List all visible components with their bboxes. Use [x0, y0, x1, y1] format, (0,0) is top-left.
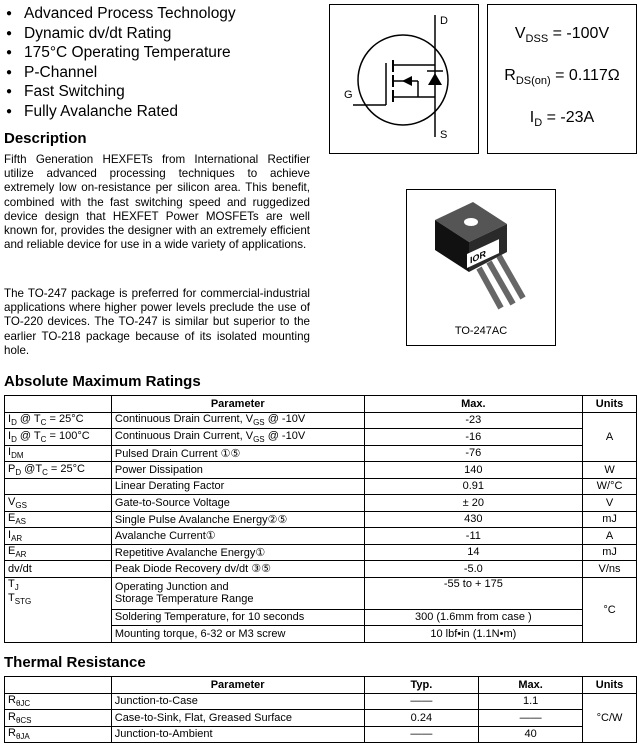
table-row: $I_{DM}$ Pulsed Drain Current ①⑤ -76 [5, 445, 637, 462]
table-row: Soldering Temperature, for 10 seconds 300 (1.6mm from case ) [5, 609, 637, 626]
table-row: Linear Derating Factor 0.91 W/°C [5, 478, 637, 495]
table-row: $V_{GS}$ Gate-to-Source Voltage ± 20 V [5, 495, 637, 512]
feature-item: ● Dynamic dv/dt Rating [6, 24, 236, 44]
units-header: Units [583, 396, 637, 413]
table-header-row [5, 396, 637, 413]
table-row: $E_{AR}$ Repetitive Avalanche Energy① 14 mJ [5, 544, 637, 561]
description-paragraph-1: Fifth Generation HEXFETs from International Rectifier utilize advanced processing techniques to achieve extremely low on-resistance per silicon area. This benefit, combined with the fast switching speed and ruggedized device design that HEXFET Power MOSFETs are well known for, provides the designer with an extremely efficient and reliable device for use in a wide variety of applications. [4, 153, 310, 252]
max-header: Max. [364, 396, 582, 413]
package-box [406, 189, 556, 346]
feature-item: ● P-Channel [6, 63, 236, 83]
parameter-header: Parameter [111, 396, 364, 413]
key-specs-box [487, 4, 637, 154]
description-paragraph-2: The TO-247 package is preferred for commercial-industrial applications where higher power levels preclude the use of TO-220 devices. The TO-247 is similar but superior to the earlier TO-218 package because of its isolated mounting hole. [4, 287, 310, 357]
abs-max-table [4, 395, 637, 643]
table-row: $I_{AR}$ Avalanche Current① -11 A [5, 528, 637, 545]
table-row: dv/dt Peak Diode Recovery dv/dt ③⑤ -5.0 V/ns [5, 561, 637, 578]
thermal-table [4, 676, 637, 743]
table-row: $E_{AS}$ Single Pulse Avalanche Energy②⑤ 430 mJ [5, 511, 637, 528]
table-row: $I_D$ @ $T_C = 25^\circ C$ Continuous Drain Current, $V_{GS}$ @ -10V -23 A [5, 412, 637, 429]
table-row: $R_{\theta CS}$ Case-to-Sink, Flat, Greased Surface 0.24 —— [5, 710, 637, 727]
description-heading: Description [4, 130, 87, 147]
feature-item: ● 175°C Operating Temperature [6, 43, 236, 63]
drain-label: D [440, 15, 448, 27]
table-row: $R_{\theta JC}$ Junction-to-Case —— 1.1 °C/W [5, 693, 637, 710]
gate-label: G [344, 89, 353, 101]
feature-list [6, 4, 236, 121]
to247-package-icon [407, 190, 555, 320]
table-row: $P_D$ $@T_C = 25^\circ C$ Power Dissipation 140 W [5, 462, 637, 479]
table-row: $T_J$ $T_{STG}$ Operating Junction and Storage Temperature Range -55 to + 175 °C [5, 577, 637, 609]
feature-item: ● Fully Avalanche Rated [6, 102, 236, 122]
abs-max-heading: Absolute Maximum Ratings [4, 373, 201, 390]
mosfet-symbol-box [329, 4, 479, 154]
p-channel-mosfet-symbol-icon [330, 5, 478, 153]
vdss-spec: $V_{DSS} = -100V$ [514, 25, 610, 46]
feature-item: ● Advanced Process Technology [6, 4, 236, 24]
package-caption: TO-247AC [454, 325, 508, 337]
rds-on-spec: $R_{DS(on)} = 0.117\Omega$ [504, 67, 620, 88]
table-row: $R_{\theta JA}$ Junction-to-Ambient —— 40 [5, 726, 637, 743]
feature-item: ● Fast Switching [6, 82, 236, 102]
package-logo: IOR [470, 248, 486, 267]
table-row: Mounting torque, 6-32 or M3 screw 10 lbf•in (1.1N•m) [5, 626, 637, 643]
id-spec: $I_D = -23A$ [529, 109, 595, 130]
source-label: S [440, 129, 448, 141]
table-row: $I_D$ @ $T_C = 100^\circ C$ Continuous Drain Current, $V_{GS}$ @ -10V -16 [5, 429, 637, 446]
table-header-row: Parameter Typ. Max. Units [5, 677, 637, 694]
thermal-heading: Thermal Resistance [4, 654, 146, 671]
